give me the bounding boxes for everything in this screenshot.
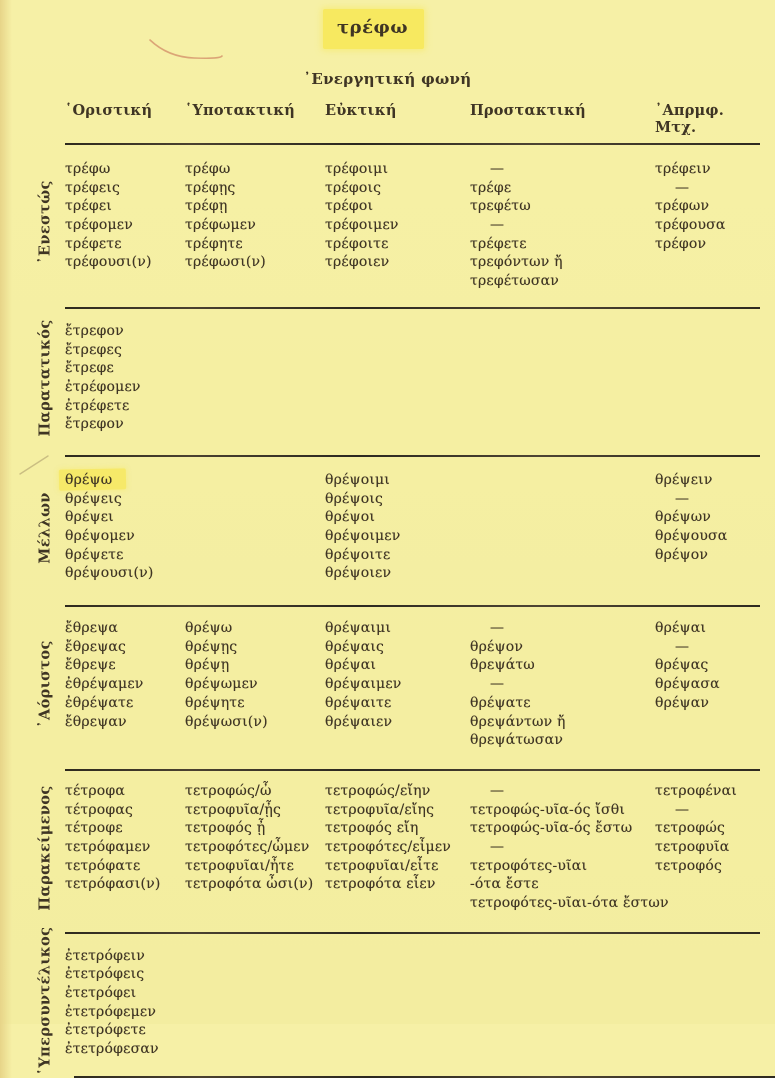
tense-label: Παρατατικός bbox=[36, 319, 54, 437]
verb-form-cell: θρέψω bbox=[185, 620, 233, 637]
verb-form-cell: θρέψειν bbox=[655, 471, 713, 488]
verb-form-cell: τρέφοιεν bbox=[325, 254, 390, 271]
verb-form-cell: τέτροφα bbox=[65, 782, 126, 799]
conjugation-table bbox=[0, 145, 775, 1078]
verb-form-cell: θρέψοιτε bbox=[325, 546, 391, 563]
verb-form-cell: τετροφυῖα bbox=[655, 838, 730, 855]
verb-form-cell: — bbox=[675, 490, 690, 507]
verb-form-cell: θρέψουσι(ν) bbox=[65, 565, 154, 582]
tense-label: ῾Υπερσυντέλικος bbox=[36, 926, 54, 1076]
verb-form-cell: τρέφω bbox=[65, 161, 111, 177]
verb-form-cell: τρέφητε bbox=[185, 235, 243, 252]
verb-form-cell: θρέψοιεν bbox=[325, 565, 392, 582]
verb-form-cell: τρέφω bbox=[185, 161, 231, 177]
verb-form-cell: — bbox=[675, 801, 690, 818]
verb-form-cell: τρέφοιτε bbox=[325, 235, 389, 252]
conjugation-grid bbox=[65, 619, 760, 750]
tense-label: Παρακείμενος bbox=[36, 785, 54, 911]
verb-form-cell: τρέφουσι(ν) bbox=[65, 254, 152, 271]
verb-form-cell: θρέψω bbox=[65, 471, 113, 488]
verb-form-cell: ἐτρέφομεν bbox=[65, 378, 141, 395]
verb-form-cell: τρεφέτω bbox=[470, 198, 531, 215]
verb-form-cell: ἔτρεφες bbox=[65, 341, 123, 358]
verb-form-cell: ἐτετρόφεις bbox=[65, 966, 145, 983]
verb-form-cell: θρέψαιτε bbox=[325, 694, 392, 711]
verb-form-cell: ἐτετρόφεσαν bbox=[65, 1041, 159, 1058]
column-header-infinitive-participle: ᾽Απρμφ. Μτχ. bbox=[655, 102, 724, 136]
conjugation-grid bbox=[65, 782, 760, 913]
tense-section bbox=[0, 926, 760, 1076]
verb-form-cell: ἐτετρόφεμεν bbox=[65, 1003, 157, 1020]
verb-form-cell: τετροφότες/εἶμεν bbox=[325, 838, 451, 855]
verb-title: τρέφω bbox=[323, 9, 424, 49]
column-header-optative: Εὐκτική bbox=[325, 102, 397, 119]
verb-form-cell: ἔτρεφον bbox=[65, 416, 124, 433]
verb-form-cell: τρέφε bbox=[470, 179, 512, 196]
verb-form-cell: — bbox=[675, 638, 690, 655]
verb-form-cell: τρέφων bbox=[655, 198, 710, 215]
verb-form-cell: τρέφῃ bbox=[185, 198, 228, 215]
voice-subtitle: ᾽Ενεργητική φωνή bbox=[303, 70, 472, 88]
verb-form-cell: θρέψητε bbox=[185, 694, 245, 711]
verb-form-cell: θρεψάντων ἤ bbox=[470, 713, 566, 730]
verb-form-cell: ἔθρεψε bbox=[65, 657, 116, 674]
verb-form-cell: τετροφέναι bbox=[655, 782, 737, 799]
verb-form-cell: θρέψασα bbox=[655, 676, 720, 693]
tense-section bbox=[0, 145, 760, 300]
tense-section bbox=[0, 309, 760, 448]
verb-form-cell: τετροφυῖα/εἴης bbox=[325, 801, 435, 818]
verb-form-cell: τρέφομεν bbox=[65, 217, 133, 234]
verb-form-cell: θρεψάτωσαν bbox=[470, 732, 564, 749]
verb-form-cell: θρέψαι bbox=[655, 620, 707, 637]
verb-form-cell: θρέψομεν bbox=[65, 528, 135, 544]
verb-form-cell: — bbox=[490, 620, 505, 637]
verb-form-cell: τρέφωσι(ν) bbox=[185, 254, 266, 271]
verb-form-cell: θρέψαι bbox=[325, 657, 377, 674]
verb-form-cell: θρέψαις bbox=[325, 638, 385, 655]
verb-form-cell: ἐτετρόφετε bbox=[65, 1022, 146, 1039]
column-header-indicative: ῾Οριστική bbox=[65, 102, 153, 119]
verb-form-cell: ἐτετρόφει bbox=[65, 985, 137, 1002]
column-header-imperative: Προστακτική bbox=[470, 102, 586, 119]
verb-form-cell: τετρόφασι(ν) bbox=[65, 876, 161, 893]
verb-form-cell: ἔτρεφον bbox=[65, 322, 124, 339]
verb-form-cell: θρέψων bbox=[655, 509, 712, 526]
verb-form-cell: τετροφυῖα/ᾖς bbox=[185, 801, 282, 818]
verb-form-cell: — bbox=[490, 161, 505, 177]
verb-form-cell: τετροφώς/ὦ bbox=[185, 782, 272, 799]
verb-form-cell: θρέψῃ bbox=[185, 657, 230, 674]
verb-form-cell: θρέψετε bbox=[65, 546, 124, 563]
verb-form-cell: θρέψουσα bbox=[655, 528, 728, 544]
verb-form-cell: ἐθρέψαμεν bbox=[65, 676, 144, 693]
conjugation-grid bbox=[65, 947, 760, 1059]
column-headers bbox=[65, 102, 761, 136]
verb-form-cell: θρέψωσι(ν) bbox=[185, 713, 268, 730]
verb-form-cell: θρέψοιμι bbox=[325, 471, 390, 488]
verb-form-cell: τετροφώς-υῖα-ός ἔστω bbox=[470, 820, 633, 837]
verb-form-cell: τετροφός bbox=[655, 857, 723, 874]
verb-form-cell: τρέφετε bbox=[65, 235, 122, 252]
verb-form-cell: θρέψαν bbox=[655, 694, 710, 711]
verb-form-cell: τετροφότες/ὦμεν bbox=[185, 838, 310, 855]
verb-form-cell: θρέψας bbox=[655, 657, 709, 674]
tense-section bbox=[0, 771, 760, 925]
verb-form-cell: τρεφόντων ἤ bbox=[470, 254, 563, 271]
verb-form-cell: ἔθρεψας bbox=[65, 638, 127, 655]
verb-form-cell: θρέψον bbox=[470, 638, 524, 655]
verb-form-cell: θρέψει bbox=[65, 509, 114, 526]
verb-form-cell: τρέφοις bbox=[325, 179, 382, 196]
conjugation-grid bbox=[65, 322, 760, 434]
verb-form-cell: θρέψοις bbox=[325, 490, 384, 507]
verb-form-cell: — bbox=[490, 782, 505, 799]
verb-form-cell: τετροφώς/εἴην bbox=[325, 782, 431, 799]
conjugation-grid bbox=[65, 160, 760, 291]
verb-form-cell: τετροφυῖαι/εἶτε bbox=[325, 857, 439, 874]
verb-form-cell: θρέψαιμι bbox=[325, 620, 392, 637]
tense-label: ᾽Ενεστώς bbox=[36, 180, 54, 265]
verb-form-cell: τρέφειν bbox=[655, 161, 711, 177]
verb-form-cell: τρέφοι bbox=[325, 198, 374, 215]
verb-form-cell: θρέψαιμεν bbox=[325, 676, 402, 693]
verb-form-cell: — bbox=[490, 676, 505, 693]
verb-form-cell: τρέφον bbox=[655, 235, 707, 252]
verb-form-cell: ἐθρέψατε bbox=[65, 694, 134, 711]
verb-form-cell: θρέψατε bbox=[470, 694, 531, 711]
verb-form-cell: τρέφῃς bbox=[185, 179, 236, 196]
verb-form-cell: τρέφοιμεν bbox=[325, 217, 399, 234]
column-header-subjunctive: ῾Υποτακτική bbox=[185, 102, 296, 119]
verb-form-cell: τετρόφατε bbox=[65, 857, 141, 874]
verb-form-cell: τετροφότα εἶεν bbox=[325, 876, 436, 893]
verb-form-cell: ἔθρεψαν bbox=[65, 713, 127, 730]
tense-section bbox=[0, 457, 760, 598]
verb-form-cell: τετροφώς-υῖα-ός ἴσθι bbox=[470, 801, 626, 818]
page-title-row bbox=[0, 9, 761, 41]
verb-form-cell: τετροφός εἴη bbox=[325, 820, 419, 837]
tense-label: ᾽Αόριστος bbox=[36, 640, 54, 729]
verb-form-cell: τρέφετε bbox=[470, 235, 527, 252]
verb-form-cell: θρέψον bbox=[655, 546, 709, 563]
verb-form-cell: θρέψοιμεν bbox=[325, 528, 401, 544]
verb-form-cell: ἔτρεφε bbox=[65, 360, 114, 377]
verb-form-cell: — bbox=[490, 838, 505, 855]
verb-form-cell: ἐτρέφετε bbox=[65, 397, 130, 414]
verb-form-cell: θρέψεις bbox=[65, 490, 122, 507]
verb-form-cell: τετροφός ᾖ bbox=[185, 820, 266, 837]
verb-form-cell: τετρόφαμεν bbox=[65, 838, 151, 855]
verb-form-cell: τρέφουσα bbox=[655, 217, 726, 234]
tense-label: Μέλλων bbox=[36, 491, 54, 564]
verb-form-cell: θρέψωμεν bbox=[185, 676, 258, 693]
verb-form-cell: τετροφώς bbox=[655, 820, 726, 837]
verb-form-cell: θρέψαιεν bbox=[325, 713, 393, 730]
verb-form-cell: τέτροφε bbox=[65, 820, 123, 837]
verb-form-cell: θρέψῃς bbox=[185, 638, 238, 655]
verb-form-cell: τρεφέτωσαν bbox=[470, 273, 559, 290]
verb-form-cell: τέτροφας bbox=[65, 801, 134, 818]
verb-form-cell: τετροφότες-υῖαι-ότα ἔστων bbox=[470, 895, 669, 911]
verb-form-cell: ἔθρεψα bbox=[65, 620, 119, 637]
verb-form-cell: τρέφοιμι bbox=[325, 161, 389, 177]
verb-form-cell: τρέφωμεν bbox=[185, 217, 256, 234]
verb-form-cell: τρέφεις bbox=[65, 179, 121, 196]
verb-form-cell: — bbox=[675, 179, 690, 196]
tense-section bbox=[0, 607, 760, 762]
verb-form-cell: τετροφότα ὦσι(ν) bbox=[185, 876, 314, 893]
conjugation-grid bbox=[65, 471, 760, 583]
verb-form-cell: τρέφει bbox=[65, 198, 112, 215]
verb-form-cell: ἐτετρόφειν bbox=[65, 947, 145, 964]
verb-form-cell: θρέψοι bbox=[325, 509, 376, 526]
verb-form-cell: τετροφότες-υῖαι bbox=[470, 857, 588, 874]
verb-form-cell: θρεψάτω bbox=[470, 657, 535, 674]
verb-form-cell: -ότα ἔστε bbox=[470, 876, 539, 893]
verb-form-cell: — bbox=[490, 217, 505, 234]
verb-form-cell: τετροφυῖαι/ἦτε bbox=[185, 857, 295, 874]
